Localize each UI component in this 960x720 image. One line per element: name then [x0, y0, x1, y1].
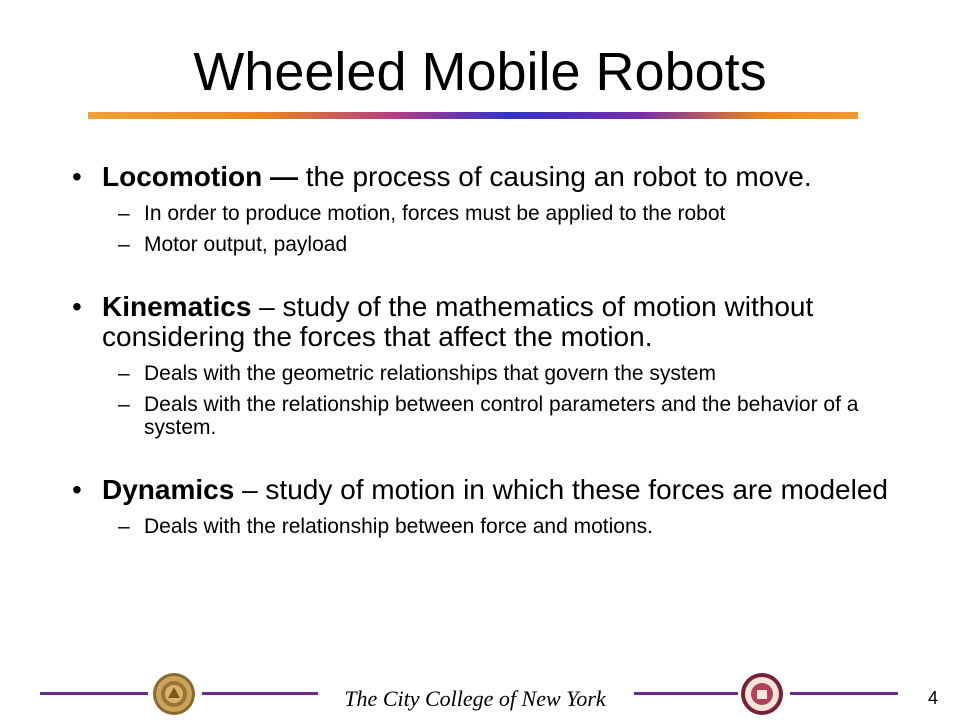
sub-bullet-marker: –	[118, 233, 130, 256]
page-number: 4	[927, 688, 938, 708]
sub-bullet	[60, 233, 910, 256]
slide-title: Wheeled Mobile Robots	[193, 42, 767, 102]
slide-content	[60, 162, 910, 538]
footer-line	[634, 692, 738, 695]
sub-bullet-text: Deals with the geometric relationships that govern the system	[144, 362, 716, 385]
sub-bullet-marker: –	[118, 362, 130, 385]
bullet-marker: •	[72, 291, 82, 322]
sub-bullet-text: Deals with the relationship between force and motions.	[144, 515, 653, 538]
bullet-locomotion	[60, 162, 910, 192]
footer-line	[790, 692, 898, 695]
sub-bullet	[60, 362, 910, 385]
sub-bullet-text: Deals with the relationship between control parameters and the behavior of a system.	[144, 393, 859, 439]
sub-bullet	[60, 515, 910, 538]
sub-bullet-marker: –	[118, 393, 130, 416]
sub-bullet-text: Motor output, payload	[144, 233, 348, 256]
ccny-seal-icon	[152, 672, 196, 716]
bullet-text: – study of the mathematics of motion without considering the forces that affect the motion.	[102, 291, 814, 352]
sub-bullet	[60, 393, 910, 439]
bullet-text: – study of motion in which these forces are modeled	[234, 474, 888, 505]
institution-name: The City College of New York	[344, 686, 606, 711]
spacer	[60, 439, 910, 475]
sub-bullet-text: In order to produce motion, forces must be applied to the robot	[144, 202, 726, 225]
bullet-term: Locomotion	[102, 161, 263, 192]
bullet-term: Kinematics	[102, 291, 252, 322]
robotics-lab-seal-icon	[740, 672, 784, 716]
bullet-kinematics	[60, 292, 910, 352]
spacer	[60, 256, 910, 292]
bullet-dynamics	[60, 475, 910, 505]
sub-bullet-marker: –	[118, 202, 130, 225]
title-underline	[88, 112, 858, 119]
bullet-term: Dynamics	[102, 474, 235, 505]
bullet-marker: •	[72, 474, 82, 505]
footer-line	[40, 692, 148, 695]
bullet-marker: •	[72, 161, 82, 192]
sub-bullet	[60, 202, 910, 225]
bullet-term-sep: —	[262, 161, 298, 192]
slide-footer	[0, 660, 960, 720]
sub-bullet-marker: –	[118, 515, 130, 538]
bullet-text: the process of causing an robot to move.	[297, 161, 812, 192]
footer-line	[202, 692, 318, 695]
